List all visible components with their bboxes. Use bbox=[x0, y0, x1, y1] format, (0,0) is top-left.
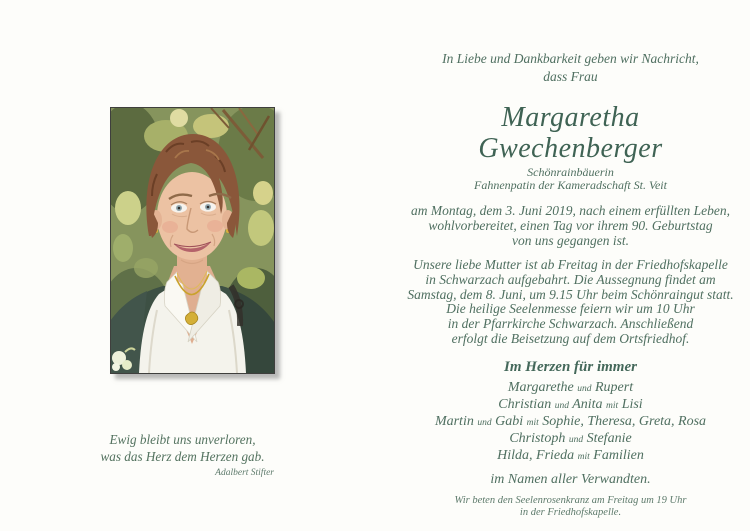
honorific-titles bbox=[398, 166, 743, 191]
mourner-line bbox=[398, 397, 743, 414]
rosary-note bbox=[398, 495, 743, 519]
passing-line: von uns gegangen ist. bbox=[512, 232, 629, 248]
deceased-first-name: Margaretha bbox=[501, 102, 640, 133]
connector-word: und bbox=[577, 384, 592, 395]
passing-line: am Montag, dem 3. Juni 2019, nach einem erfüllten Leben, bbox=[410, 203, 731, 218]
mourner-names: Stefanie bbox=[586, 431, 632, 447]
connector-word: mit bbox=[577, 452, 590, 463]
portrait-illustration bbox=[111, 108, 274, 373]
intro-line: In Liebe und Dankbarkeit geben wir Nachricht, bbox=[442, 51, 699, 66]
intro-line: dass Frau bbox=[543, 69, 598, 84]
mourner-names: Anita bbox=[572, 397, 603, 413]
mourner-names: Martin bbox=[434, 414, 474, 430]
honorific-line: Fahnenpatin der Kameradschaft St. Veit bbox=[474, 177, 667, 192]
connector-word: mit bbox=[606, 401, 619, 412]
quote-line: Ewig bleibt uns unverloren, bbox=[109, 432, 256, 447]
connector-word: und bbox=[554, 401, 569, 412]
honorific-line: Schönrainbäuerin bbox=[527, 165, 614, 179]
memorial-quote bbox=[75, 431, 290, 479]
announcement-column bbox=[398, 50, 743, 519]
mourner-names: Gabi bbox=[495, 414, 524, 430]
mourner-names: Margarethe bbox=[507, 380, 574, 396]
funeral-line: erfolgt die Beisetzung auf dem Ortsfriedhof. bbox=[451, 331, 690, 347]
deceased-last-name: Gwechenberger bbox=[478, 133, 663, 164]
mourner-names: Christian bbox=[498, 397, 552, 413]
quote-line: was das Herz dem Herzen gab. bbox=[100, 449, 265, 464]
mourners-heading: Im Herzen für immer bbox=[504, 359, 637, 376]
deceased-name bbox=[398, 102, 743, 164]
connector-word: und bbox=[568, 435, 584, 446]
quote-attribution: Adalbert Stifter bbox=[215, 468, 274, 478]
mourner-line bbox=[398, 431, 743, 448]
passing-line: wohlvorbereitet, einen Tag vor ihrem 90. Geburtstag bbox=[428, 217, 713, 233]
mourner-names: Hilda, Frieda bbox=[497, 448, 575, 464]
funeral-paragraph bbox=[398, 258, 743, 347]
funeral-line: in der Pfarrkirche Schwarzach. Anschließend bbox=[447, 316, 694, 332]
connector-word: mit bbox=[526, 418, 539, 429]
funeral-line: in Schwarzach aufgebahrt. Die Aussegnung findet am bbox=[425, 271, 716, 287]
mourner-names: Rupert bbox=[594, 380, 634, 396]
mourner-names: Lisi bbox=[621, 397, 643, 413]
mourner-names: Sophie, Theresa, Greta, Rosa bbox=[542, 414, 707, 430]
rosary-line: in der Friedhofskapelle. bbox=[519, 507, 622, 519]
funeral-line: Die heilige Seelenmesse feiern wir um 10 Uhr bbox=[446, 301, 695, 317]
mourner-line bbox=[398, 380, 743, 397]
funeral-line: Samstag, dem 8. Juni, um 9.15 Uhr beim Schönraingut statt. bbox=[407, 286, 734, 302]
mourners-list bbox=[398, 380, 743, 465]
mourner-line bbox=[398, 448, 743, 465]
mourner-line bbox=[398, 414, 743, 431]
closing-line: im Namen aller Verwandten. bbox=[490, 472, 651, 488]
passing-paragraph bbox=[398, 204, 743, 249]
portrait-photo bbox=[110, 107, 275, 374]
intro-text bbox=[398, 50, 743, 86]
mourner-names: Christoph bbox=[509, 431, 566, 447]
connector-word: und bbox=[477, 418, 492, 429]
mourner-names: Familien bbox=[593, 448, 644, 464]
rosary-line: Wir beten den Seelenrosenkranz am Freitag um 19 Uhr bbox=[454, 495, 687, 507]
funeral-line: Unsere liebe Mutter ist ab Freitag in der Friedhofskapelle bbox=[413, 256, 728, 272]
